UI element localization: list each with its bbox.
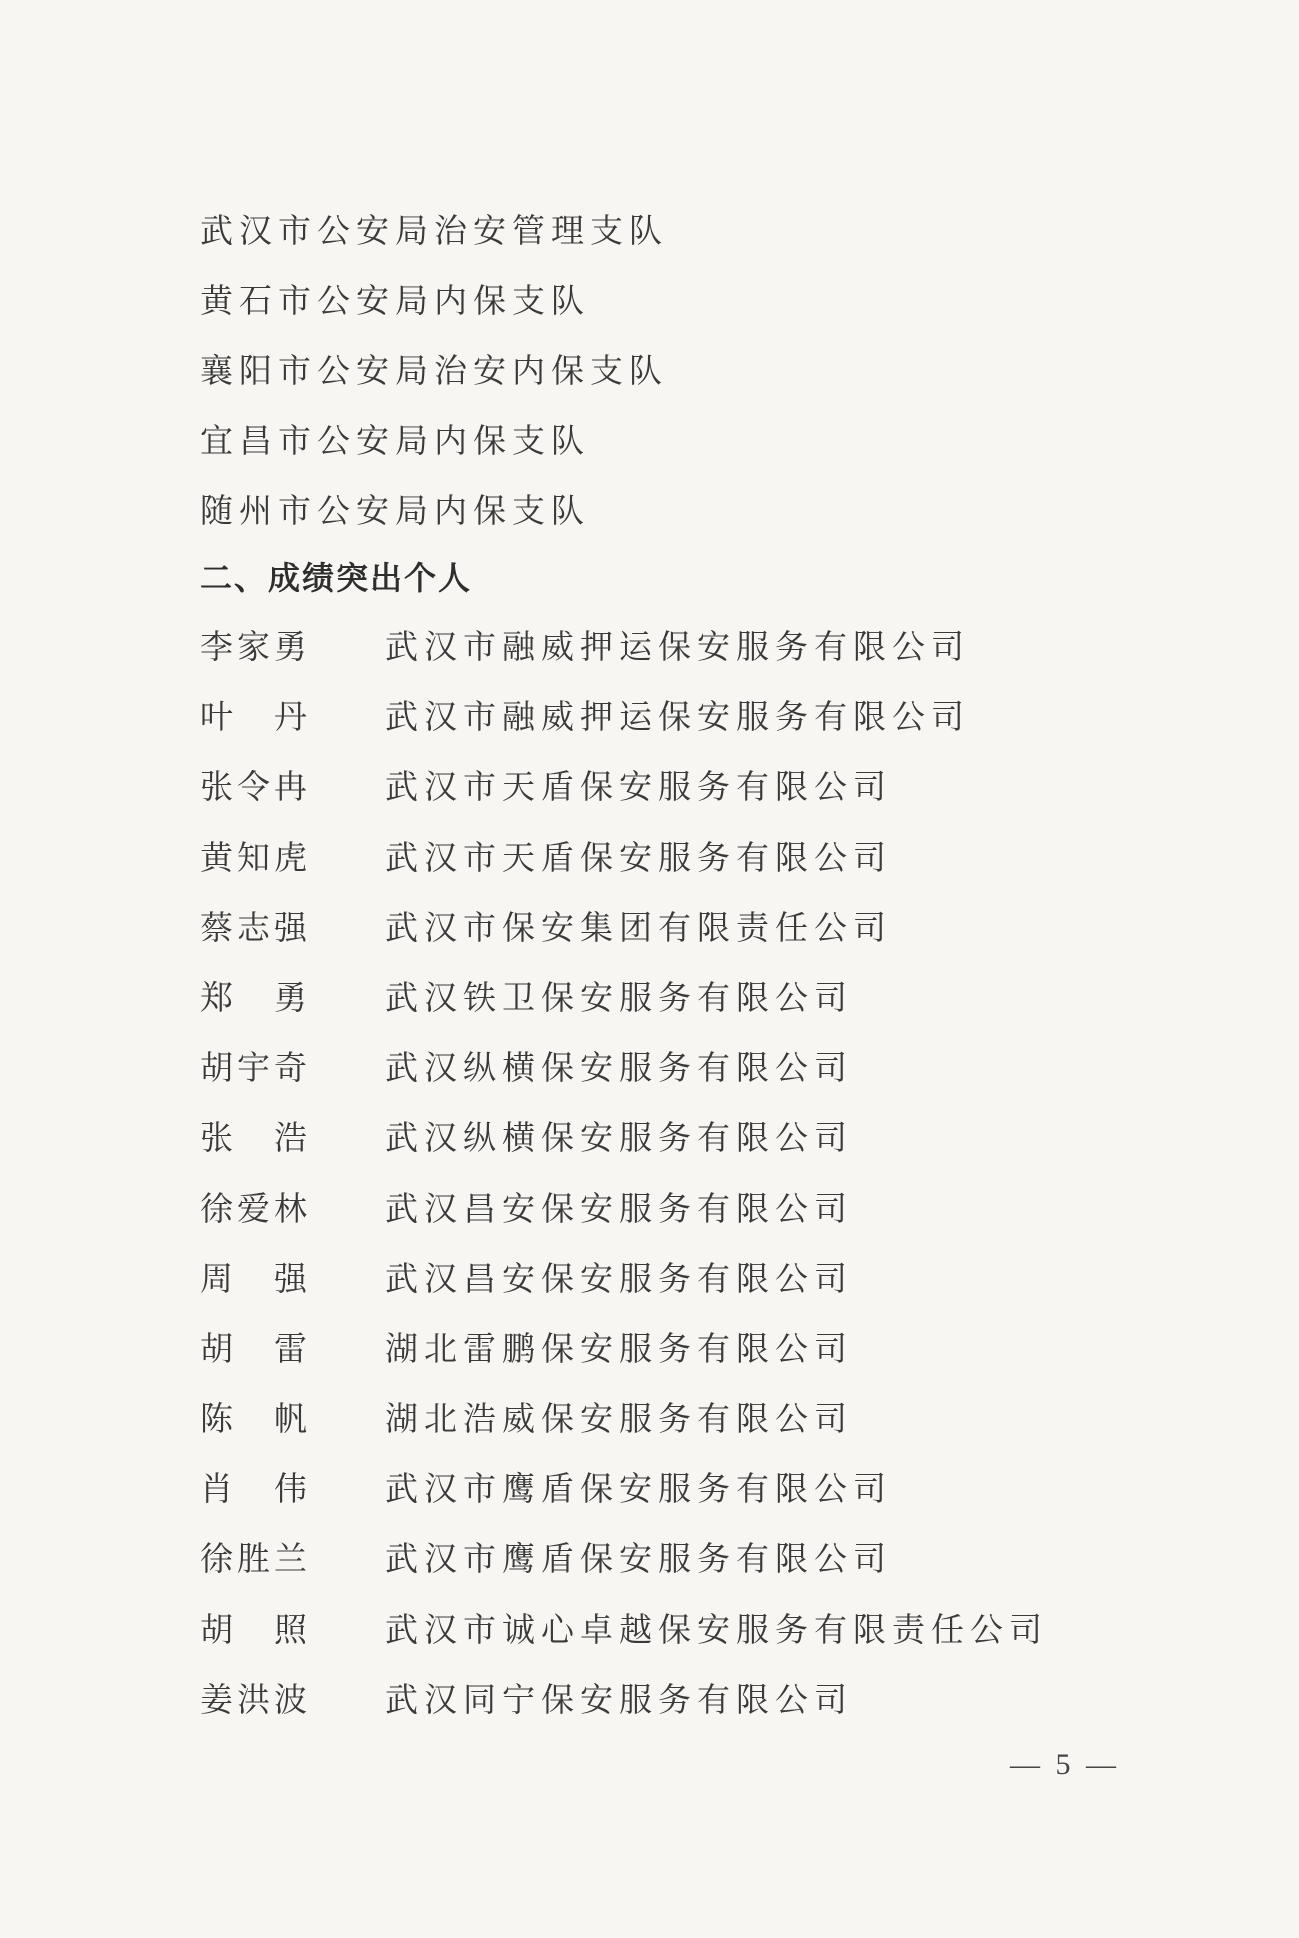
person-company: 武汉昌安保安服务有限公司	[385, 1258, 853, 1298]
person-company: 武汉市鹰盾保安服务有限公司	[385, 1469, 892, 1509]
person-row	[200, 1174, 1048, 1244]
person-company: 武汉市天盾保安服务有限公司	[385, 767, 892, 807]
person-row	[200, 1103, 1048, 1173]
person-name: 张 令 冉	[200, 767, 307, 807]
person-list	[200, 612, 1048, 1735]
person-company: 武汉市天盾保安服务有限公司	[385, 837, 892, 877]
person-row	[200, 1454, 1048, 1524]
person-name: 叶 丹	[200, 697, 307, 737]
person-name: 张 浩	[200, 1118, 307, 1158]
person-name: 李 家 勇	[200, 627, 307, 666]
person-row	[200, 612, 1048, 682]
person-name: 周 强	[200, 1258, 307, 1298]
person-company: 武汉同宁保安服务有限公司	[385, 1679, 853, 1719]
unit-item: 武汉市公安局治安管理支队	[200, 211, 668, 250]
person-name: 陈 帆	[200, 1399, 307, 1439]
person-row	[200, 1524, 1048, 1594]
section-title-outstanding-individuals: 二、成绩突出个人	[200, 559, 473, 597]
unit-item: 襄阳市公安局治安内保支队	[200, 351, 668, 390]
person-row	[200, 1033, 1048, 1103]
person-company: 武汉铁卫保安服务有限公司	[385, 977, 853, 1017]
person-row	[200, 682, 1048, 752]
person-name: 徐 胜 兰	[200, 1539, 307, 1579]
person-name: 黄 知 虎	[200, 837, 307, 877]
unit-item: 随州市公安局内保支队	[200, 491, 590, 530]
person-company: 武汉市保安集团有限责任公司	[385, 907, 892, 947]
person-company: 武汉纵横保安服务有限公司	[385, 1048, 853, 1088]
person-company: 武汉市诚心卓越保安服务有限责任公司	[385, 1609, 1048, 1649]
person-name: 胡 照	[200, 1609, 307, 1649]
person-company: 武汉纵横保安服务有限公司	[385, 1118, 853, 1158]
person-company: 武汉市鹰盾保安服务有限公司	[385, 1539, 892, 1579]
person-row	[200, 1314, 1048, 1384]
person-row	[200, 823, 1048, 893]
page-number: — 5 —	[1010, 1748, 1120, 1781]
person-company: 湖北浩威保安服务有限公司	[385, 1399, 853, 1439]
unit-item: 黄石市公安局内保支队	[200, 281, 590, 320]
person-row	[200, 893, 1048, 963]
person-company: 湖北雷鹏保安服务有限公司	[385, 1328, 853, 1368]
person-row	[200, 1384, 1048, 1454]
person-name: 郑 勇	[200, 977, 307, 1017]
person-name: 胡 宇 奇	[200, 1048, 307, 1088]
person-company: 武汉市融威押运保安服务有限公司	[385, 697, 970, 737]
person-row	[200, 963, 1048, 1033]
person-company: 武汉昌安保安服务有限公司	[385, 1188, 853, 1228]
person-row	[200, 752, 1048, 822]
person-company: 武汉市融威押运保安服务有限公司	[385, 627, 970, 666]
person-row	[200, 1244, 1048, 1314]
person-name: 肖 伟	[200, 1469, 307, 1509]
person-name: 徐 爱 林	[200, 1188, 307, 1228]
unit-list	[200, 196, 668, 546]
person-name: 蔡 志 强	[200, 907, 307, 947]
person-row	[200, 1665, 1048, 1735]
unit-item: 宜昌市公安局内保支队	[200, 421, 590, 460]
person-name: 胡 雷	[200, 1328, 307, 1368]
person-row	[200, 1595, 1048, 1665]
person-name: 姜 洪 波	[200, 1679, 307, 1719]
